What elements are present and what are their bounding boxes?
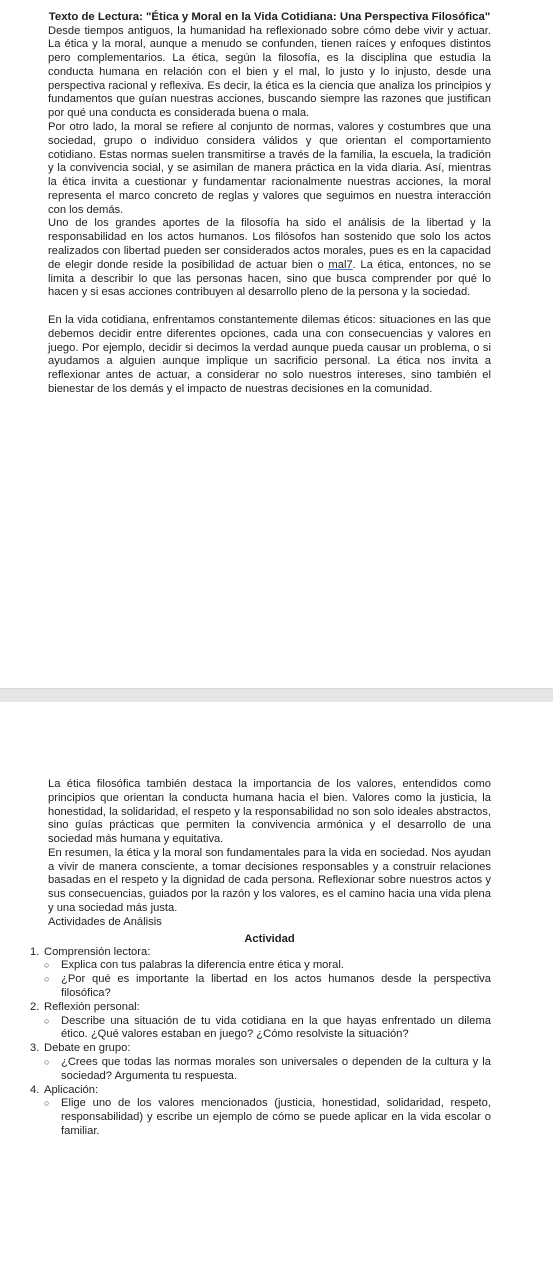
paragraph-freedom-responsibility bbox=[48, 217, 491, 300]
question-heading-text: Comprensión lectora: bbox=[44, 945, 151, 958]
sub-item-text: Describe una situación de tu vida cotidiana en la que hayas enfrentado un dilema ético. ¿Qué valores estaban en juego? ¿Cómo resolviste la situación? bbox=[61, 1014, 491, 1041]
activity-title: Actividad bbox=[244, 932, 295, 945]
question-sub-item bbox=[30, 1015, 491, 1043]
question-number: 2. bbox=[30, 1000, 40, 1013]
question-sub-item bbox=[30, 959, 491, 973]
paragraph-daily-dilemmas: En la vida cotidiana, enfrentamos constantemente dilemas éticos: situaciones en las que debemos decidir entre diferentes opciones, cada una con consecuencias y valores en juego. Por ejemplo, decidir si decimos la verdad aunque pueda causar un problema, o si ayudamos a alguien aunque implique un sacrificio personal. La ética nos invita a reflexionar antes de actuar, a considerar no solo nuestros intereses, sino también el bienestar de los demás y el impacto de nuestras decisiones en la comunidad. bbox=[48, 314, 491, 396]
hollow-circle-bullet-icon: ○ bbox=[44, 1015, 50, 1026]
hollow-circle-bullet-icon: ○ bbox=[44, 960, 50, 971]
document-page-2 bbox=[0, 702, 553, 1270]
question-heading bbox=[30, 1001, 473, 1015]
paragraph-values: La ética filosófica también destaca la importancia de los valores, entendidos como principios que orientan la conducta humana hacia el bien. Valores como la justicia, la honestidad, la solidaridad, el respeto y la responsabilidad no son solo ideales abstractos, sino guías prácticas que permiten la convivencia armónica y el desarrollo de una sociedad más humana y equitativa. bbox=[48, 778, 491, 846]
activity-question bbox=[30, 1042, 491, 1083]
question-heading-text: Debate en grupo: bbox=[44, 1042, 131, 1055]
activities-heading: Actividades de Análisis bbox=[48, 915, 162, 928]
page-2-content bbox=[30, 778, 491, 1139]
document-title: Texto de Lectura: "Ética y Moral en la Vida Cotidiana: Una Perspectiva Filosófica" bbox=[48, 11, 491, 23]
paragraph-spacer bbox=[48, 300, 491, 314]
question-sub-item bbox=[30, 973, 491, 1001]
question-heading-text: Aplicación: bbox=[44, 1083, 99, 1096]
paragraph-moral-definition: Por otro lado, la moral se refiere al conjunto de normas, valores y costumbres que una sociedad, grupo o individuo considera válidos y que orientan el comportamiento cotidiano. Estas normas suelen transmitirse a través de la familia, la escuela, la tradición y la convivencia social, y se asimilan de manera práctica en la vida diaria. Así, mientras la ética invita a cuestionar y fundamentar racionalmente nuestras acciones, la moral representa el marco concreto de reglas y valores que seguimos en nuestra interacción con los demás. bbox=[48, 120, 491, 216]
question-heading bbox=[30, 1084, 473, 1098]
activity-question bbox=[30, 945, 491, 1001]
activity-question-list bbox=[30, 945, 491, 1139]
sub-item-text: Explica con tus palabras la diferencia entre ética y moral. bbox=[61, 959, 344, 972]
paragraph-ethics-definition: Desde tiempos antiguos, la humanidad ha reflexionado sobre cómo debe vivir y actuar. La ética y la moral, aunque a menudo se confunden, tienen raíces y enfoques distintos pero complementarios. La ética, según la filosofía, es la disciplina que estudia la conducta humana en relación con el bien y el mal, lo justo y lo injusto, desde una perspectiva racional y reflexiva. Es decir, la ética es la ciencia que analiza los principios y fundamentos que guían nuestras acciones, buscando siempre las razones que justifican por qué una conducta es considerada buena o mala. bbox=[48, 24, 491, 120]
sub-item-text: ¿Crees que todas las normas morales son universales o dependen de la cultura y la sociedad? Argumenta tu respuesta. bbox=[61, 1055, 491, 1082]
paragraph-text-end: . La ética, entonces, no se limita a describir lo que las personas hacen, sino que busca comprender por qué lo hacen y si esas acciones contribuyen al desarrollo pleno de la persona y la sociedad. bbox=[48, 258, 491, 299]
sub-item-text: ¿Por qué es importante la libertad en los actos humanos desde la perspectiva filosófica? bbox=[61, 973, 491, 999]
hollow-circle-bullet-icon: ○ bbox=[44, 1056, 50, 1067]
underlined-word: mal7 bbox=[328, 258, 353, 271]
paragraph-summary: En resumen, la ética y la moral son fundamentales para la vida en sociedad. Nos ayudan a vivir de manera consciente, a tomar decisiones responsables y a construir relaciones basadas en el respeto y la dignidad de cada persona. Reflexionar sobre nuestros actos y sus consecuencias, guiados por la razón y los valores, es el camino hacia una vida plena y una sociedad más justa. bbox=[48, 846, 491, 915]
question-sub-item bbox=[30, 1056, 491, 1084]
question-number: 1. bbox=[30, 945, 40, 958]
question-heading-text: Reflexión personal: bbox=[44, 1000, 140, 1013]
question-sub-item bbox=[30, 1097, 491, 1138]
hollow-circle-bullet-icon: ○ bbox=[44, 1098, 50, 1109]
question-number: 4. bbox=[30, 1083, 40, 1096]
activity-question bbox=[30, 1083, 491, 1139]
activity-question bbox=[30, 1000, 491, 1042]
question-heading bbox=[30, 946, 473, 960]
paragraph-text-start: Uno de los grandes aportes de la filosofía ha sido el análisis de la libertad y la responsabilidad en los actos humanos. Los filósofos han sostenido que solo los actos realizados con libertad pueden ser considerados actos morales, pues es en la capacidad de elegir donde reside la posibilidad de actuar bien o bbox=[48, 217, 491, 271]
question-heading bbox=[30, 1042, 473, 1056]
sub-item-text: Elige uno de los valores mencionados (justicia, honestidad, solidaridad, respeto, responsabilidad) y escribe un ejemplo de cómo se puede aplicar en la vida escolar o familiar. bbox=[61, 1097, 491, 1137]
question-number: 3. bbox=[30, 1042, 40, 1055]
page-1-content bbox=[48, 10, 491, 397]
hollow-circle-bullet-icon: ○ bbox=[44, 974, 50, 985]
